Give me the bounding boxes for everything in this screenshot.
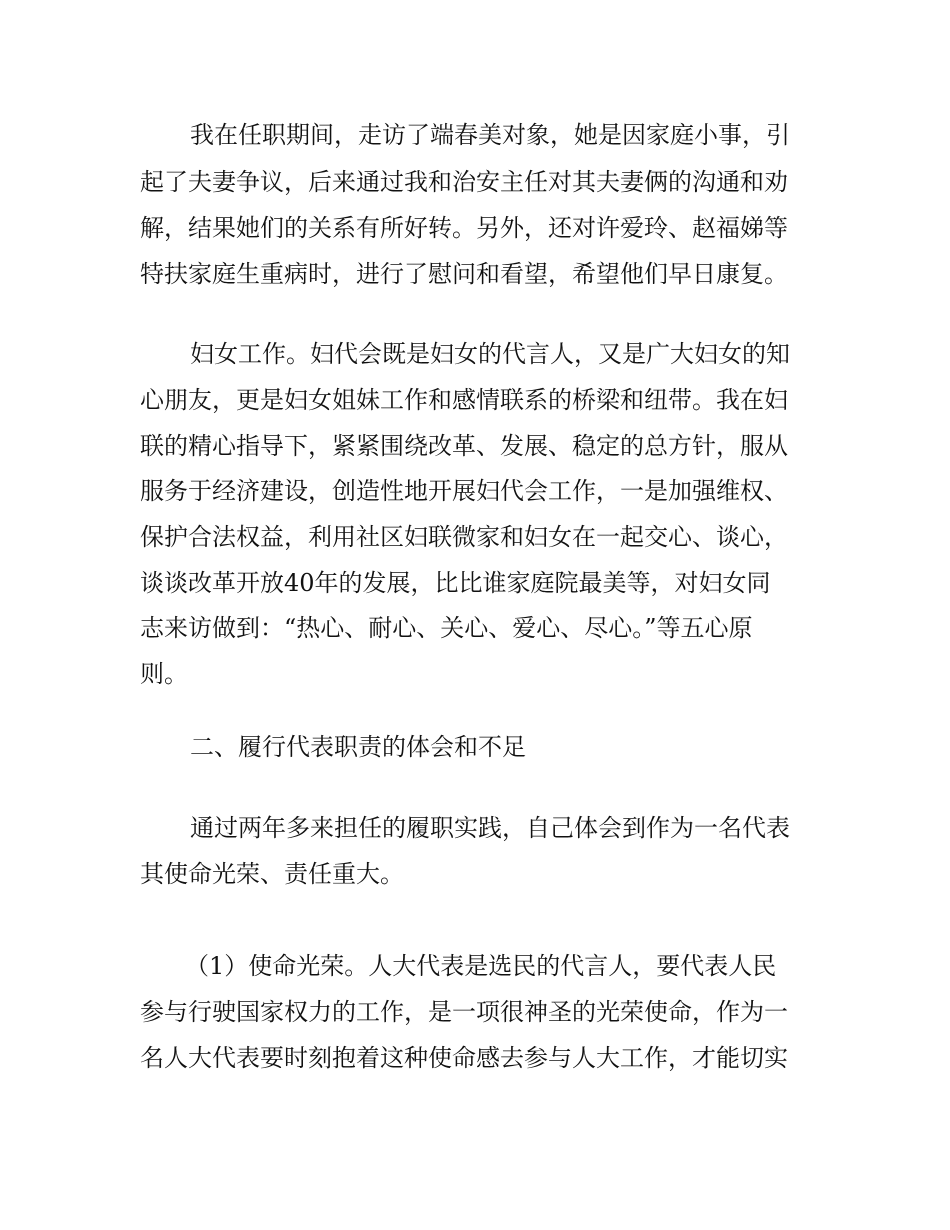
text-line: 名人大代表要时刻抱着这种使命感去参与人大工作，才能切实	[140, 1044, 788, 1072]
text-line: 解，结果她们的关系有所好转。另外，还对许爱玲、赵福娣等	[140, 214, 788, 242]
text-line: 服务于经济建设，创造性地开展妇代会工作，一是加强维权、	[140, 477, 788, 505]
text-line: 特扶家庭生重病时，进行了慰问和看望，希望他们早日康复。	[140, 260, 788, 288]
text-line: 志来访做到：“热心、耐心、关心、爱心、尽心。”等五心原	[140, 614, 753, 642]
text-line: 参与行驶国家权力的工作，是一项很神圣的光荣使命，作为一	[140, 998, 788, 1026]
text-line: 其使命光荣、责任重大。	[140, 860, 404, 888]
text-line: （1）使命光荣。人大代表是选民的代言人，要代表人民	[185, 952, 777, 980]
text-line: 通过两年多来担任的履职实践，自己体会到作为一名代表	[190, 814, 790, 842]
heading-text: 二、履行代表职责的体会和不足	[190, 733, 526, 761]
text-line: 保护合法权益，利用社区妇联微家和妇女在一起交心、谈心，	[140, 523, 788, 551]
text-line: 我在任职期间，走访了端春美对象，她是因家庭小事，引	[190, 121, 790, 149]
text-line: 起了夫妻争议，后来通过我和治安主任对其夫妻俩的沟通和劝	[140, 168, 788, 196]
text-line: 心朋友，更是妇女姐妹工作和感情联系的桥梁和纽带。我在妇	[140, 386, 788, 414]
text-line: 联的精心指导下，紧紧围绕改革、发展、稳定的总方针，服从	[140, 432, 788, 460]
text-line: 则。	[140, 660, 188, 688]
text-line: 谈谈改革开放40年的发展，比比谁家庭院最美等，对妇女同	[140, 569, 771, 597]
text-line: 妇女工作。妇代会既是妇女的代言人，又是广大妇女的知	[190, 340, 790, 368]
